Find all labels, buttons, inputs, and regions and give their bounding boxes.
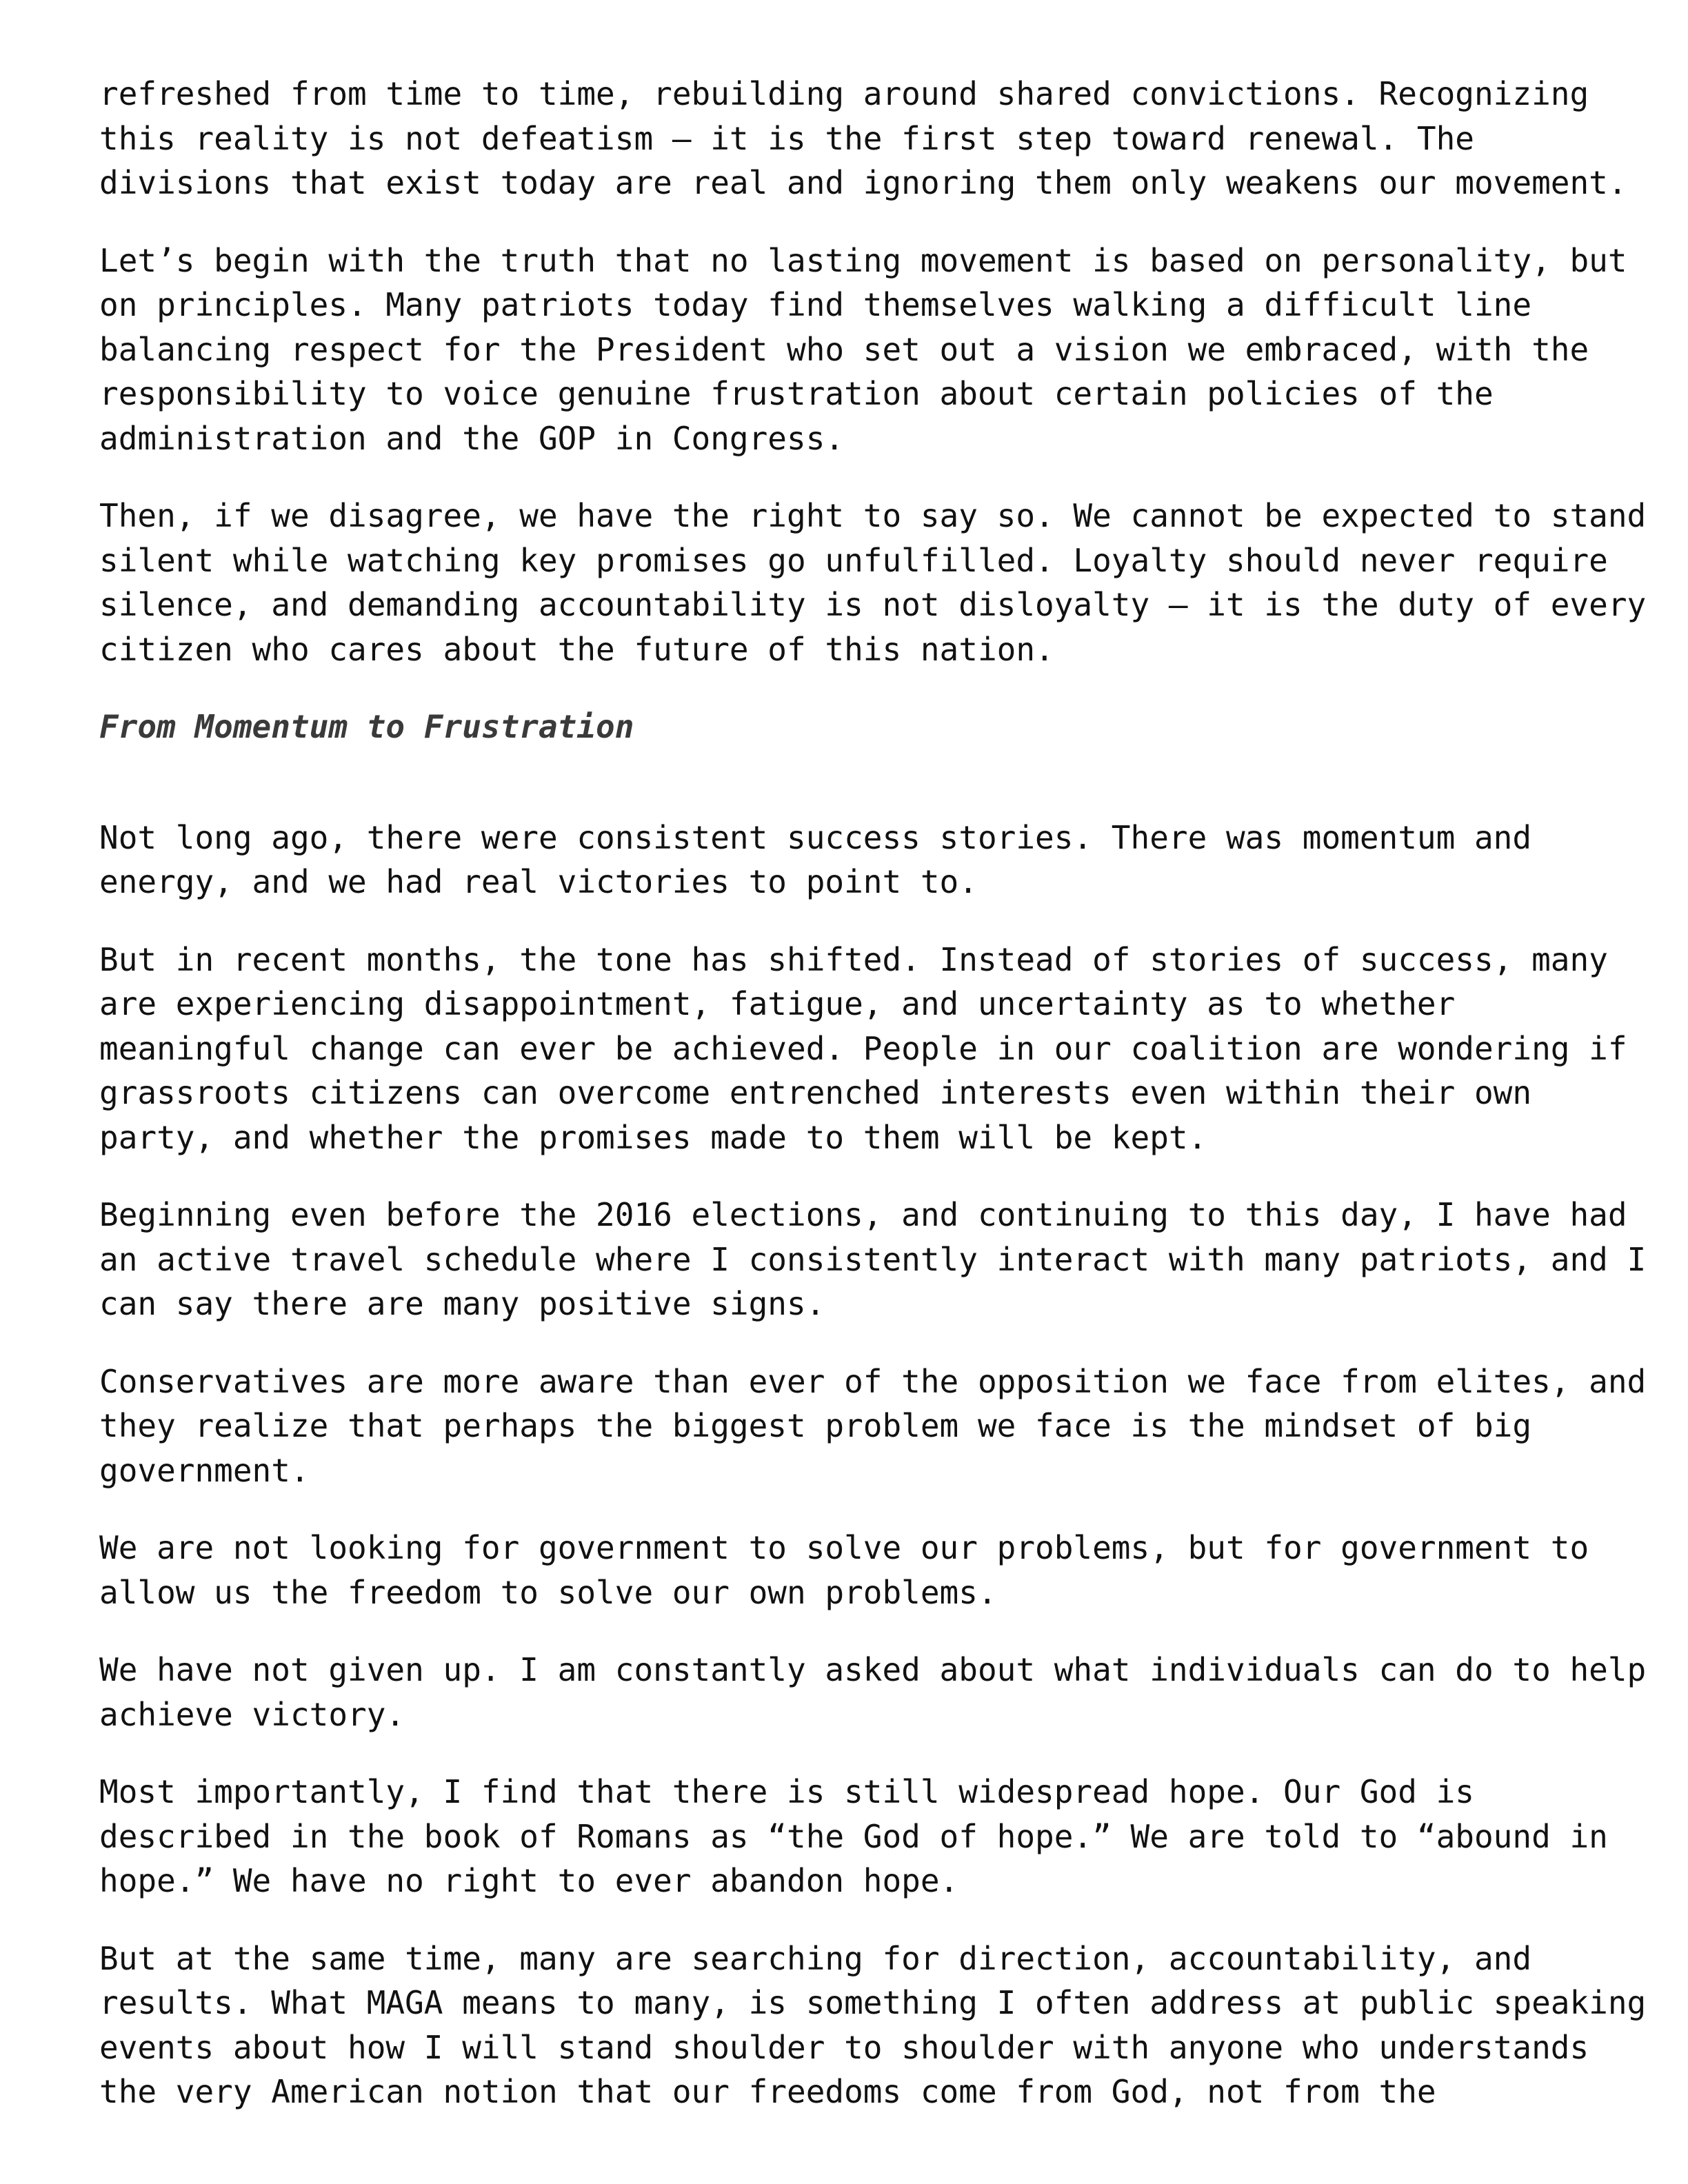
text-line: administration and the GOP in Congress. [99, 419, 845, 457]
paragraph [99, 816, 1616, 904]
paragraph [99, 239, 1627, 461]
paragraph [99, 1937, 1647, 2114]
paragraph [99, 1526, 1616, 1615]
paragraph [99, 494, 1647, 671]
text-line: But at the same time, many are searching for direction, accountability, and [99, 1939, 1532, 1977]
text-line: allow us the freedom to solve our own problems. [99, 1573, 997, 1611]
paragraph [99, 938, 1627, 1160]
text-line: the very American notion that our freedoms come from God, not from the [99, 2073, 1436, 2110]
text-line: balancing respect for the President who set out a vision we embraced, with the [99, 330, 1589, 368]
text-line: grassroots citizens can overcome entrenched interests even within their own [99, 1074, 1532, 1111]
text-line: results. What MAGA means to many, is something I often address at public speaking [99, 1984, 1647, 2021]
text-line: described in the book of Romans as “the God of hope.” We are told to “abound in [99, 1817, 1608, 1855]
text-line: Most importantly, I find that there is still widespread hope. Our God is [99, 1773, 1474, 1810]
text-line: We are not looking for government to solve our problems, but for government to [99, 1529, 1589, 1566]
text-line: citizen who cares about the future of this nation. [99, 630, 1054, 668]
text-line: events about how I will stand shoulder to shoulder with anyone who understands [99, 2028, 1589, 2066]
text-line: silent while watching key promises go unfulfilled. Loyalty should never require [99, 541, 1608, 579]
text-line: they realize that perhaps the biggest problem we face is the mindset of big [99, 1407, 1532, 1444]
text-line: responsibility to voice genuine frustration about certain policies of the [99, 375, 1494, 412]
text-line: But in recent months, the tone has shifted. Instead of stories of success, many [99, 940, 1608, 978]
text-line: divisions that exist today are real and ignoring them only weakens our movement. [99, 164, 1627, 201]
text-line: are experiencing disappointment, fatigue, and uncertainty as to whether [99, 985, 1456, 1022]
text-line: refreshed from time to time, rebuilding around shared convictions. Recognizing [99, 75, 1589, 112]
paragraph [99, 72, 1627, 205]
document-page [99, 72, 1647, 2147]
paragraph [99, 1359, 1647, 1493]
paragraph [99, 1193, 1647, 1326]
text-line: government. [99, 1451, 310, 1489]
text-line: Not long ago, there were consistent success stories. There was momentum and [99, 818, 1532, 856]
text-line: this reality is not defeatism — it is the first step toward renewal. The [99, 119, 1474, 157]
text-line: meaningful change can ever be achieved. People in our coalition are wondering if [99, 1029, 1627, 1067]
section-heading: From Momentum to Frustration [99, 708, 634, 745]
text-line: can say there are many positive signs. [99, 1285, 825, 1322]
text-line: Let’s begin with the truth that no lasting movement is based on personality, but [99, 241, 1627, 279]
text-line: We have not given up. I am constantly asked about what individuals can do to help [99, 1651, 1647, 1688]
text-line: achieve victory. [99, 1695, 405, 1733]
text-line: hope.” We have no right to ever abandon hope. [99, 1862, 959, 1899]
text-line: Conservatives are more aware than ever of the opposition we face from elites, and [99, 1362, 1647, 1400]
text-line: an active travel schedule where I consistently interact with many patriots, and I [99, 1240, 1647, 1278]
text-line: Then, if we disagree, we have the right to say so. We cannot be expected to stand [99, 497, 1647, 534]
text-line: silence, and demanding accountability is not disloyalty — it is the duty of every [99, 586, 1647, 623]
text-line: Beginning even before the 2016 elections, and continuing to this day, I have had [99, 1196, 1627, 1233]
paragraph [99, 1648, 1647, 1737]
text-line: party, and whether the promises made to them will be kept. [99, 1118, 1207, 1156]
text-line: energy, and we had real victories to point to. [99, 863, 978, 900]
text-line: on principles. Many patriots today find themselves walking a difficult line [99, 286, 1532, 323]
paragraph [99, 1770, 1616, 1903]
